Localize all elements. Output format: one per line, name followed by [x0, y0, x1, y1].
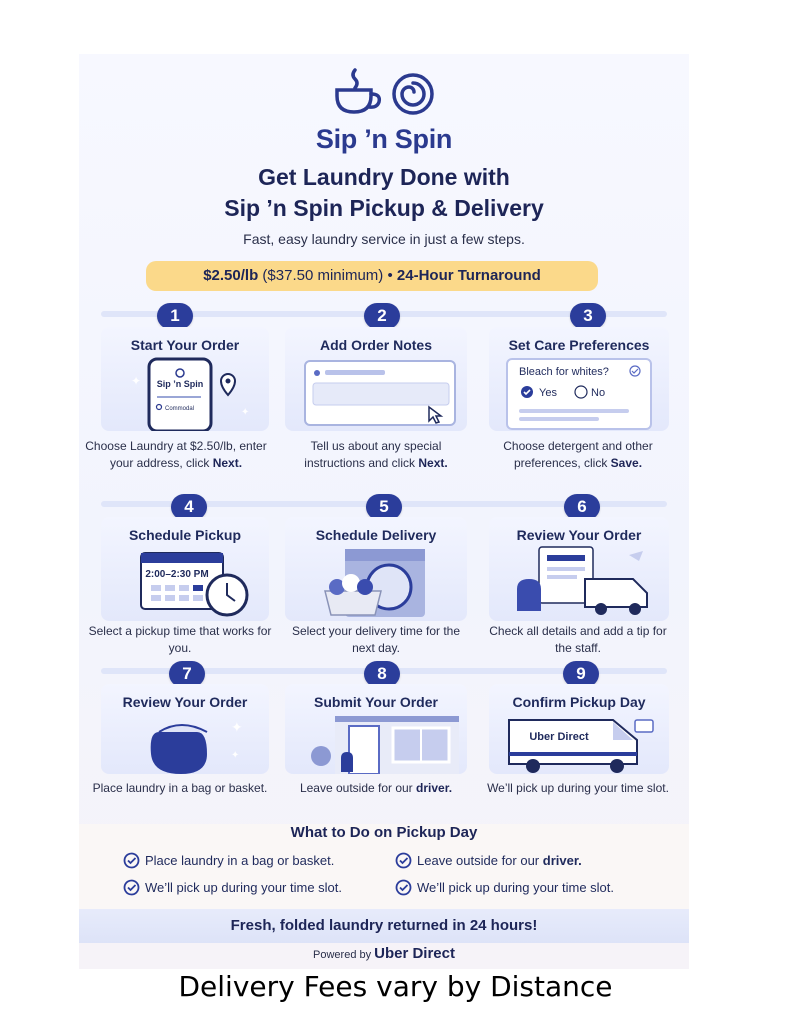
- step-3-title: Set Care Preferences: [508, 337, 650, 353]
- delivery-van-icon: [489, 545, 669, 621]
- svg-text:✦: ✦: [241, 407, 250, 418]
- step-8-card: [285, 684, 467, 774]
- headline-line-1: Get Laundry Done with: [258, 164, 510, 190]
- step-8-description: Leave outside for our driver.: [299, 781, 453, 795]
- time-slot: 2:00–2:30 PM: [145, 569, 209, 580]
- step-7-badge: 7: [169, 661, 205, 687]
- step-1-title: Start Your Order: [130, 337, 240, 353]
- step-6-card: [489, 517, 669, 621]
- check-circle-icon: [395, 879, 412, 896]
- preferences-form-icon: [489, 355, 669, 431]
- step-6-description: Check all details and add a tip for the staff.: [489, 624, 667, 655]
- price-separator: •: [387, 267, 393, 284]
- flyer: [79, 54, 689, 969]
- svg-text:✦: ✦: [231, 750, 240, 761]
- step-2-title: Add Order Notes: [319, 337, 432, 353]
- step-7-description: Place laundry in a bag or basket.: [92, 781, 268, 795]
- turnaround: 24-Hour Turnaround: [396, 267, 541, 284]
- pref-question: Bleach for whites?: [519, 366, 609, 378]
- pickup-day-title: What to Do on Pickup Day: [290, 824, 478, 841]
- step-9-badge: 9: [563, 661, 599, 687]
- pickup-checklist-item: We’ll pick up during your time slot.: [123, 879, 342, 896]
- step-5-title: Schedule Delivery: [315, 527, 437, 543]
- headline: [79, 162, 689, 224]
- step-1-card: [101, 327, 269, 431]
- step-6-badge: 6: [564, 494, 600, 520]
- step-8-badge: 8: [364, 661, 400, 687]
- step-1-badge: 1: [157, 303, 193, 329]
- fresh-banner: Fresh, folded laundry returned in 24 hours!: [79, 909, 689, 943]
- check-circle-icon: [123, 852, 140, 869]
- svg-text:✦: ✦: [131, 374, 142, 388]
- check-circle-icon: [395, 852, 412, 869]
- uber-direct-wordmark: Uber Direct: [374, 945, 455, 962]
- coffee-cup-icon: [337, 70, 379, 112]
- step-7-card: [101, 684, 269, 774]
- step-7-title: Review Your Order: [122, 694, 248, 710]
- pickup-checklist-item: Place laundry in a bag or basket.: [123, 852, 334, 869]
- calendar-clock-icon: [101, 545, 269, 621]
- washing-machine-icon: [285, 545, 467, 621]
- brand-name: Sip ’n Spin: [315, 124, 453, 154]
- brand-logo: [79, 66, 689, 162]
- van-label: Uber Direct: [529, 731, 589, 743]
- notes-form-icon: [285, 355, 467, 431]
- step-8-title: Submit Your Order: [314, 694, 438, 710]
- step-9-title: Confirm Pickup Day: [512, 694, 646, 710]
- laundry-bag-icon: [101, 712, 269, 774]
- pickup-checklist-item: We’ll pick up during your time slot.: [395, 879, 614, 896]
- step-1-description: Choose Laundry at $2.50/lb, enter your address, click Next.: [85, 439, 267, 470]
- pickup-checklist-item: Leave outside for our driver.: [395, 852, 582, 869]
- step-4-card: [101, 517, 269, 621]
- step-9-card: [489, 684, 669, 774]
- spiral-icon: [394, 75, 432, 113]
- phone-brand: Sip ’n Spin: [156, 379, 204, 389]
- powered-by: Powered by Uber Direct: [313, 945, 455, 962]
- step-5-badge: 5: [366, 494, 402, 520]
- step-5-card: [285, 517, 467, 621]
- phone-option: Commodal: [165, 406, 195, 412]
- step-6-title: Review Your Order: [516, 527, 642, 543]
- step-3-badge: 3: [570, 303, 606, 329]
- svg-text:✦: ✦: [231, 719, 243, 735]
- phone-app-icon: [101, 355, 269, 431]
- subtitle: Fast, easy laundry service in just a few steps.: [243, 231, 525, 247]
- pref-yes: Yes: [539, 387, 557, 399]
- price-minimum: ($37.50 minimum): [262, 267, 384, 284]
- pickup-day-section: [79, 824, 689, 909]
- step-4-badge: 4: [171, 494, 207, 520]
- check-circle-icon: [123, 879, 140, 896]
- step-5-description: Select your delivery time for the next day.: [291, 624, 461, 655]
- step-9-description: We’ll pick up during your time slot.: [487, 781, 669, 795]
- step-4-description: Select a pickup time that works for you.: [88, 624, 272, 655]
- step-3-card: [489, 327, 669, 431]
- step-3-description: Choose detergent and other preferences, click Save.: [503, 439, 653, 470]
- price-banner: [146, 261, 598, 291]
- step-2-badge: 2: [364, 303, 400, 329]
- uber-direct-van-icon: [489, 712, 669, 774]
- step-2-card: [285, 327, 467, 431]
- pref-no: No: [591, 387, 606, 399]
- headline-line-2: Sip ’n Spin Pickup & Delivery: [224, 195, 544, 221]
- house-door-icon: [285, 712, 467, 774]
- step-2-description: Tell us about any special instructions and click Next.: [304, 439, 448, 470]
- logo-icons: [329, 66, 439, 120]
- step-4-title: Schedule Pickup: [128, 527, 242, 543]
- delivery-fees-caption: Delivery Fees vary by Distance: [178, 970, 613, 1003]
- price-per-lb: $2.50/lb: [203, 267, 259, 284]
